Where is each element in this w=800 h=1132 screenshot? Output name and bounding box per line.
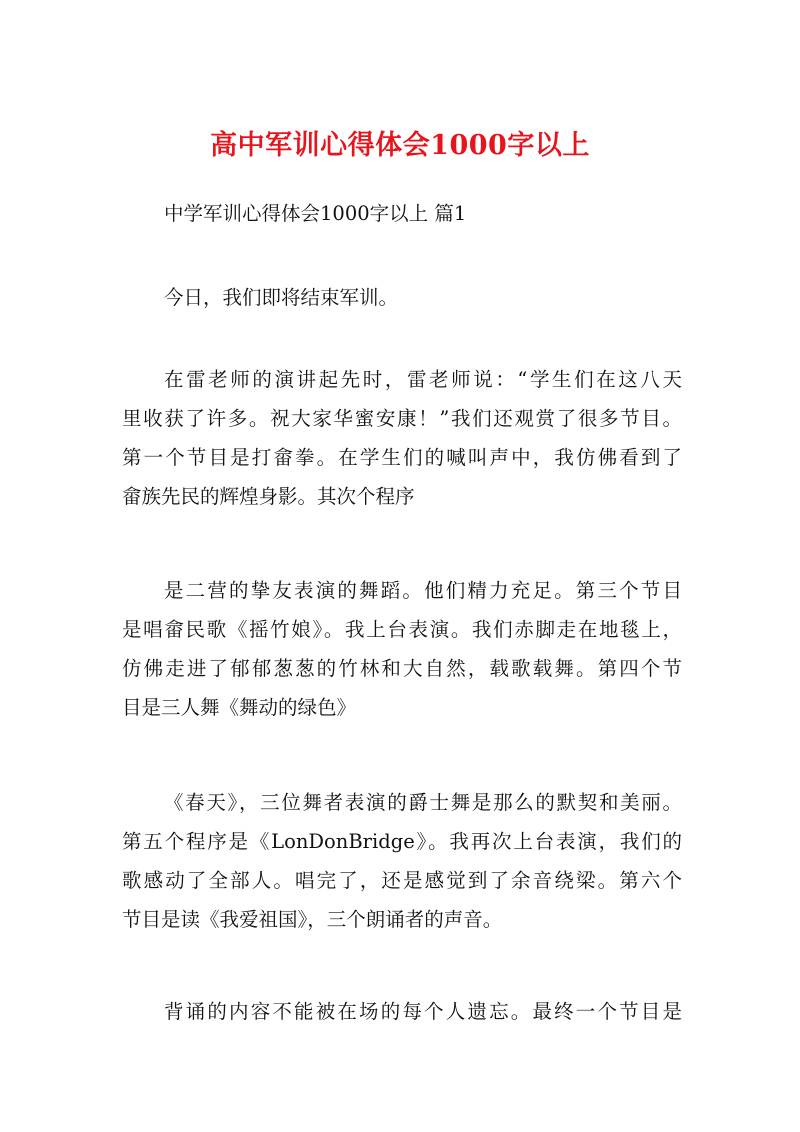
paragraph-3 <box>122 571 682 727</box>
paragraph-line: 第五个程序是《LonDonBridge》。我再次上台表演，我们的 <box>122 830 682 853</box>
paragraph-line: 里收获了许多。祝大家华蜜安康！”我们还观赏了很多节目。 <box>122 407 682 430</box>
paragraph-1 <box>122 278 682 317</box>
paragraph-line: 畲族先民的辉煌身影。其次个程序 <box>122 485 415 508</box>
paragraph-line: 《春天》，三位舞者表演的爵士舞是那么的默契和美丽。 <box>164 791 682 814</box>
paragraph-2 <box>122 360 682 516</box>
paragraph-line: 在雷老师的演讲起先时，雷老师说：“学生们在这八天 <box>164 368 682 391</box>
section-heading: 中学军训心得体会1000字以上 篇1 <box>164 202 467 225</box>
paragraph-line: 歌感动了全部人。唱完了，还是感觉到了余音绕梁。第六个 <box>122 869 682 892</box>
paragraph-line: 背诵的内容不能被在场的每个人遗忘。最终一个节目是 <box>164 1000 682 1023</box>
paragraph-line: 节目是读《我爱祖国》，三个朗诵者的声音。 <box>122 908 503 931</box>
paragraph-5 <box>122 992 682 1031</box>
document-title: 高中军训心得体会1000字以上 <box>210 130 590 161</box>
paragraph-line: 今日，我们即将结束军训。 <box>164 286 399 309</box>
paragraph-line: 是二营的挚友表演的舞蹈。他们精力充足。第三个节目 <box>164 579 682 602</box>
paragraph-4 <box>122 783 682 939</box>
paragraph-line: 第一个节目是打畲拳。在学生们的喊叫声中，我仿佛看到了 <box>122 446 682 469</box>
paragraph-line: 目是三人舞《舞动的绿色》 <box>122 696 357 719</box>
paragraph-line: 是唱畲民歌《摇竹娘》。我上台表演。我们赤脚走在地毯上， <box>122 618 682 641</box>
paragraph-line: 仿佛走进了郁郁葱葱的竹林和大自然，载歌载舞。第四个节 <box>122 657 682 680</box>
